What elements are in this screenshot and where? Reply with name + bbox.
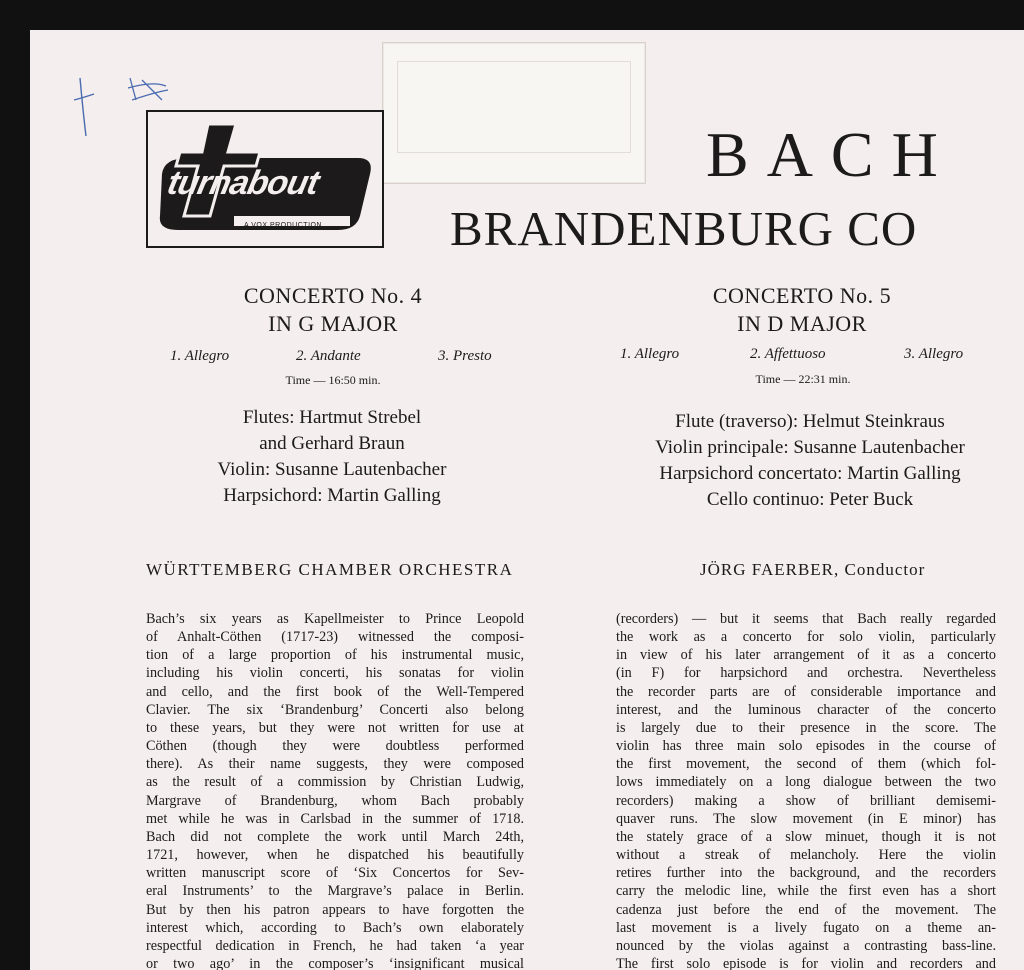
liner-note-line: last movement is a lively fugato on a theme an- xyxy=(616,919,996,936)
liner-note-line: Bach did not complete the work until March 24th, xyxy=(146,828,524,845)
price-sticker xyxy=(382,42,646,184)
liner-note-line: met while he was in Carlsbad in the summer of 1718. xyxy=(146,810,524,827)
concerto-4-credits xyxy=(190,405,474,509)
credit-line: Violin: Susanne Lautenbacher xyxy=(217,459,447,480)
concerto-4-movement-2: 2. Andante xyxy=(296,348,361,364)
conductor-name: JÖRG FAERBER, Conductor xyxy=(700,560,926,579)
concerto-5-movement-2: 2. Affettuoso xyxy=(750,346,826,362)
liner-note-line: Bach’s six years as Kapellmeister to Prince Leopold xyxy=(146,611,524,627)
liner-note-line: carry the melodic line, while the first even has a short xyxy=(616,883,996,900)
concerto-4-title: CONCERTO No. 4 xyxy=(243,283,423,308)
liner-note-line: in view of his later arrangement of it as a concerto xyxy=(616,647,996,664)
concerto-4-key: IN G MAJOR xyxy=(268,311,398,336)
liner-note-line: But by then his patron appears to have forgotten the xyxy=(146,901,524,918)
credit-line: Flutes: Hartmut Strebel xyxy=(242,407,422,428)
logo-wordmark: turnabout xyxy=(164,164,322,202)
work-title: BRANDENBURG CO xyxy=(450,201,918,256)
credit-line: Violin principale: Susanne Lautenbacher xyxy=(655,437,965,458)
credit-line: and Gerhard Braun xyxy=(259,433,405,454)
concerto-5-key: IN D MAJOR xyxy=(737,311,867,336)
liner-note-line: interest which, according to Bach’s own elaborately xyxy=(146,919,524,936)
concerto-4-movement-3: 3. Presto xyxy=(438,348,492,364)
liner-note-line: 1721, however, when he dispatched his beautifully xyxy=(146,847,524,864)
logo-subtitle: A VOX PRODUCTION xyxy=(244,222,323,229)
credit-line: Harpsichord concertato: Martin Galling xyxy=(659,463,961,484)
liner-note-line: recorders) making a show of brilliant demisemi- xyxy=(616,792,996,809)
credit-line: Cello continuo: Peter Buck xyxy=(706,489,914,510)
liner-note-line: the stately grace of a slow minuet, though it is not xyxy=(616,828,996,845)
liner-note-line: of Anhalt-Cöthen (1717-23) witnessed the composi- xyxy=(146,629,524,646)
liner-note-line: violin has three main solo episodes in the course of xyxy=(616,738,996,755)
liner-note-line: written manuscript score of ‘Six Concertos for Sev- xyxy=(146,865,524,882)
liner-note-line: tion of a large proportion of his instrumental music, xyxy=(146,647,524,664)
liner-note-line: the work as a concerto for solo violin, particularly xyxy=(616,629,996,646)
liner-note-line: the recorder parts are of considerable importance and xyxy=(616,683,996,700)
liner-note-line: the first movement, the second of them (which fol- xyxy=(616,756,996,773)
concerto-5-time: Time — 22:31 min. xyxy=(755,372,851,386)
liner-note-line: Cöthen (though they were doubtless performed xyxy=(146,738,524,755)
concerto-4-time: Time — 16:50 min. xyxy=(285,373,381,387)
concerto-5-heading xyxy=(684,282,920,338)
credit-line: Flute (traverso): Helmut Steinkraus xyxy=(675,411,945,432)
concerto-5-credits xyxy=(610,409,1010,513)
liner-note-line: retires further into the background, and the recorders xyxy=(616,865,996,882)
liner-note-line: including his violin concerti, his sonatas for violin xyxy=(146,665,524,682)
liner-note-line: or two ago’ in the composer’s ‘insignificant musical xyxy=(146,955,524,970)
liner-note-line: there). As their name suggests, they were composed xyxy=(146,756,524,773)
liner-note-line: cadenza just before the end of the movement. The xyxy=(616,901,996,918)
liner-note-line: (recorders) — but it seems that Bach really regarded xyxy=(616,611,996,627)
orchestra-name: WÜRTTEMBERG CHAMBER ORCHESTRA xyxy=(146,560,514,579)
liner-note-line: quaver runs. The slow movement (in E minor) has xyxy=(616,810,996,827)
liner-note-line: interest, and the luminous character of the concerto xyxy=(616,701,996,718)
turnabout-logo xyxy=(146,110,384,248)
liner-notes-left xyxy=(146,610,524,970)
liner-note-line: without a streak of melancholy. Here the violin xyxy=(616,847,996,864)
liner-note-line: lows immediately on a long dialogue between the two xyxy=(616,774,996,791)
liner-note-line: and cello, and the first book of the Well-Tempered xyxy=(146,683,524,700)
liner-note-line: to these years, but they were not written for use at xyxy=(146,719,524,736)
liner-note-line: (in F) for harpsichord and orchestra. Nevertheless xyxy=(616,665,996,682)
liner-note-line: eral Instruments’ to the Margrave’s palace in Berlin. xyxy=(146,883,524,900)
concerto-4-movement-1: 1. Allegro xyxy=(170,348,230,364)
liner-notes-right xyxy=(616,610,996,970)
record-back-cover xyxy=(30,30,1024,970)
concerto-5-title: CONCERTO No. 5 xyxy=(712,283,892,308)
concerto-5-movement-3: 3. Allegro xyxy=(904,346,964,362)
composer-title: BACH xyxy=(706,119,956,190)
liner-note-line: as the result of a commission by Christian Ludwig, xyxy=(146,774,524,791)
liner-note-line: The first solo episode is for violin and recorders and xyxy=(616,955,996,970)
credit-line: Harpsichord: Martin Galling xyxy=(223,485,441,506)
concerto-5-movement-1: 1. Allegro xyxy=(620,346,680,362)
liner-note-line: Clavier. The six ‘Brandenburg’ Concerti also belong xyxy=(146,701,524,718)
liner-note-line: is largely due to their presence in the score. The xyxy=(616,719,996,736)
liner-note-line: Margrave of Brandenburg, whom Bach probably xyxy=(146,792,524,809)
liner-note-line: nounced by the violas against a contrasting bass-line. xyxy=(616,937,996,954)
concerto-4-heading xyxy=(218,282,448,338)
liner-note-line: respectful dedication in French, he had taken ‘a year xyxy=(146,937,524,954)
